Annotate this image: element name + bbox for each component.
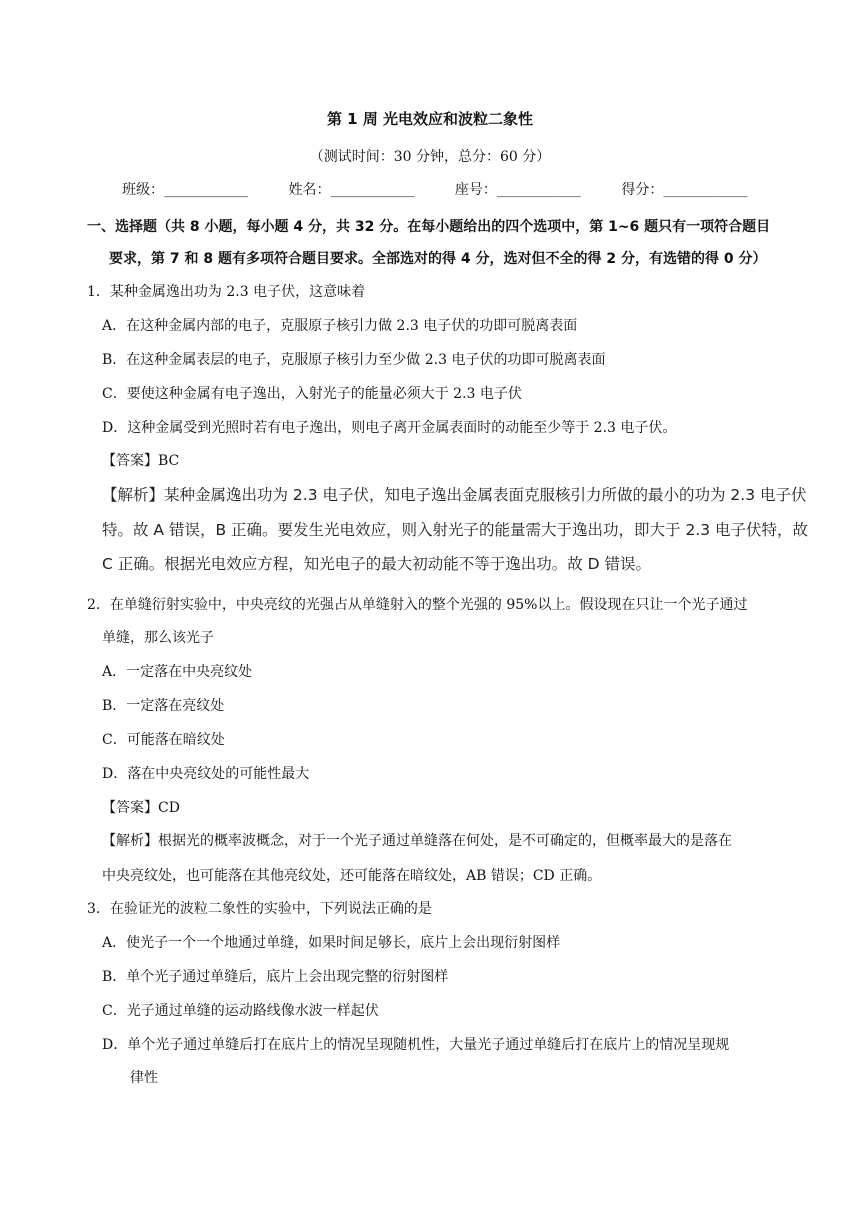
q1-option-c: C．要使这种金属有电子逸出，入射光子的能量必须大于 2.3 电子伏 <box>102 386 522 402</box>
q3-option-d-continued: 律性 <box>130 1070 158 1086</box>
q1-option-b: B．在这种金属表层的电子，克服原子核引力至少做 2.3 电子伏的功即可脱离表面 <box>102 352 606 368</box>
name-field: 姓名：____________ <box>288 182 415 198</box>
seat-field: 座号：____________ <box>454 182 581 198</box>
q2-option-d: D．落在中央亮纹处的可能性最大 <box>102 766 310 782</box>
q2-option-a: A．一定落在中央亮纹处 <box>102 664 253 680</box>
page-title: 第 1 周 光电效应和波粒二象性 <box>326 110 534 128</box>
q3-option-c: C．光子通过单缝的运动路线像水波一样起伏 <box>102 1003 379 1019</box>
section-line-1: 一、选择题（共 8 小题，每小题 4 分，共 32 分。在每小题给出的四个选项中，第 1~6 题只有一项符合题目 <box>87 219 771 235</box>
q1-option-a: A．在这种金属内部的电子，克服原子核引力做 2.3 电子伏的功即可脱离表面 <box>102 318 578 334</box>
q3-option-b: B．单个光子通过单缝后，底片上会出现完整的衍射图样 <box>102 969 449 985</box>
q1-explanation-line-1: 【解析】某种金属逸出功为 2.3 电子伏，知电子逸出金属表面克服核引力所做的最小的功为 2.3 电子伏 <box>102 486 807 504</box>
student-info-row <box>122 179 783 199</box>
section-line-2: 要求，第 7 和 8 题有多项符合题目要求。全部选对的得 4 分，选对但不全的得 2 分，有选错的得 0 分） <box>109 251 767 267</box>
q3-option-a: A．使光子一个一个地通过单缝，如果时间足够长，底片上会出现衍射图样 <box>102 935 561 951</box>
q1-option-d: D．这种金属受到光照时若有电子逸出，则电子离开金属表面时的动能至少等于 2.3 电子伏。 <box>102 420 677 436</box>
q3-option-d: D．单个光子通过单缝后打在底片上的情况呈现随机性，大量光子通过单缝后打在底片上的情况呈现规 <box>102 1037 730 1053</box>
score-field: 得分：____________ <box>621 182 748 198</box>
q2-stem-line-2: 单缝，那么该光子 <box>102 630 214 646</box>
q1-explanation-line-2: 特。故 A 错误，B 正确。要发生光电效应，则入射光子的能量需大于逸出功，即大于 2.3 电子伏特，故 <box>102 521 809 539</box>
class-field: 班级：____________ <box>122 182 248 198</box>
q2-explanation-line-2: 中央亮纹处，也可能落在其他亮纹处，还可能落在暗纹处，AB 错误；CD 正确。 <box>102 868 602 884</box>
q2-stem-line-1: 2．在单缝衍射实验中，中央亮纹的光强占从单缝射入的整个光强的 95%以上。假设现在只让一个光子通过 <box>87 597 748 613</box>
q2-explanation-line-1: 【解析】根据光的概率波概念，对于一个光子通过单缝落在何处，是不可确定的，但概率最大的是落在 <box>102 833 732 849</box>
q1-answer: 【答案】BC <box>102 453 180 469</box>
q1-stem: 1．某种金属逸出功为 2.3 电子伏，这意味着 <box>87 284 366 300</box>
test-info: （测试时间：30 分钟，总分：60 分） <box>309 149 551 165</box>
q2-answer: 【答案】CD <box>102 800 180 816</box>
q3-stem: 3．在验证光的波粒二象性的实验中，下列说法正确的是 <box>87 901 432 917</box>
q1-explanation-line-3: C 正确。根据光电效应方程，知光电子的最大初动能不等于逸出功。故 D 错误。 <box>102 555 652 573</box>
q2-option-b: B．一定落在亮纹处 <box>102 698 225 714</box>
q2-option-c: C．可能落在暗纹处 <box>102 732 225 748</box>
